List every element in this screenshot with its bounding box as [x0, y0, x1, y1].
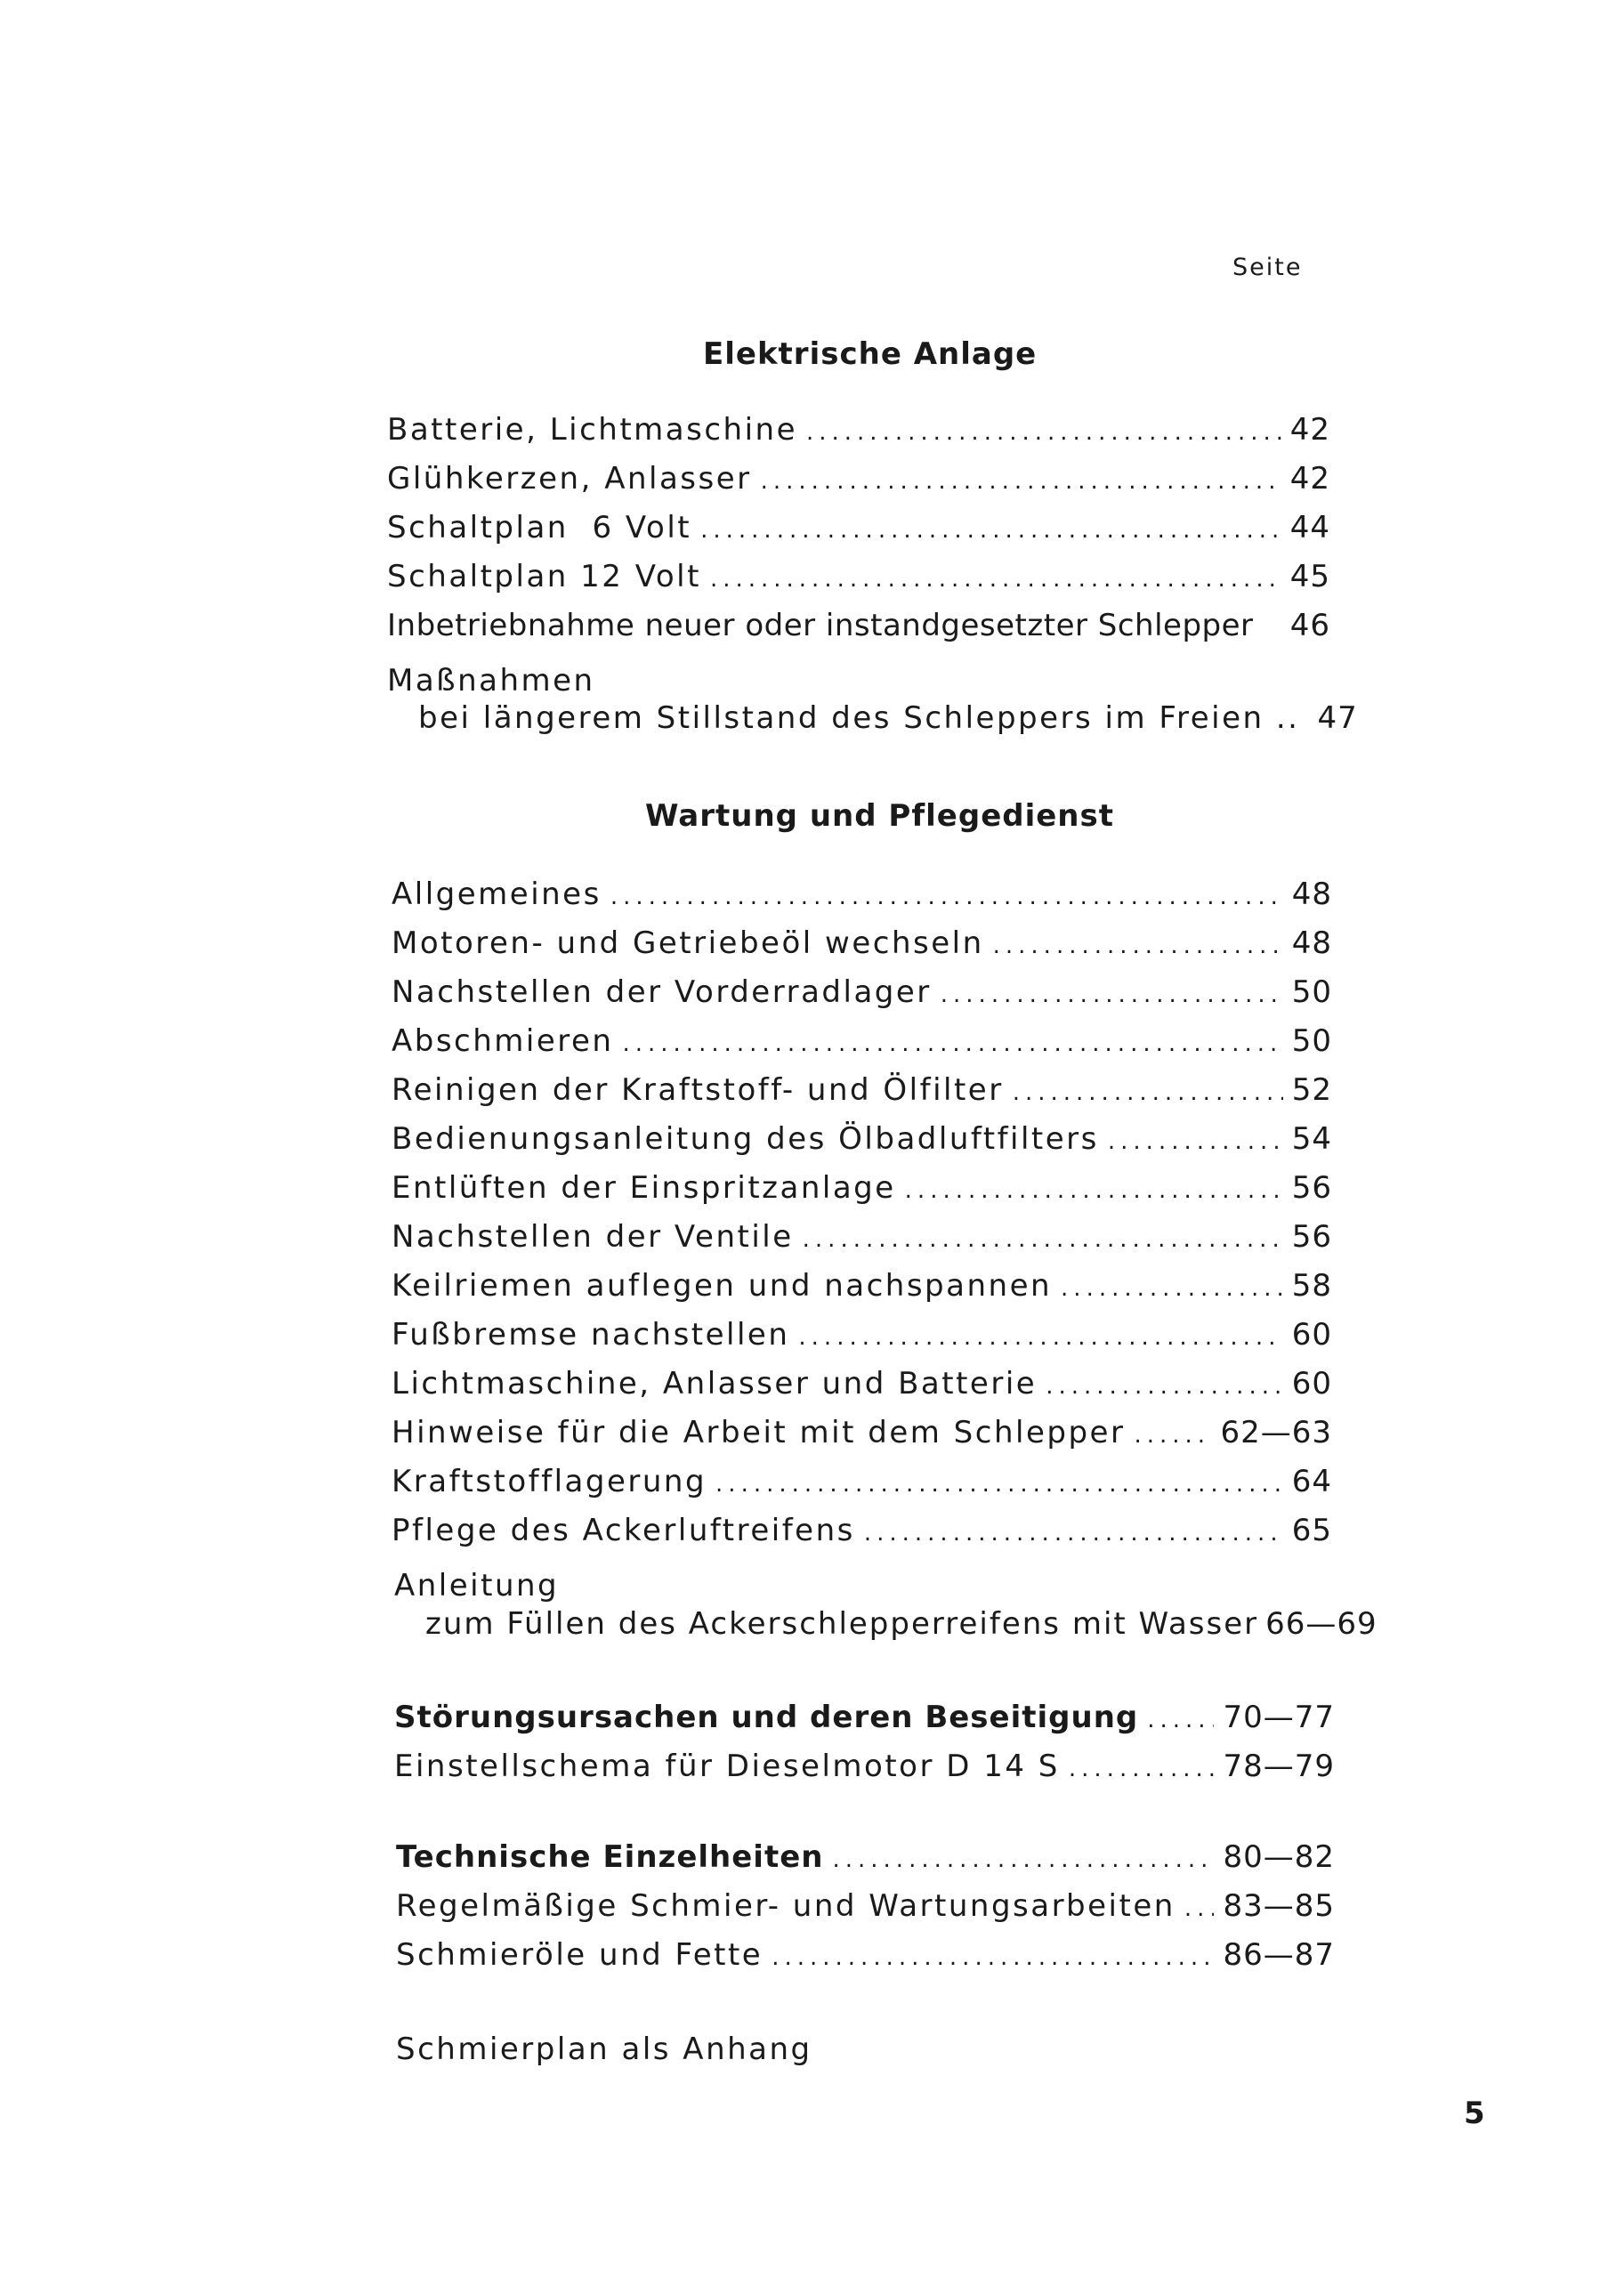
toc-entry-page: 64 [1291, 1464, 1332, 1499]
toc-entry-page: 42 [1289, 461, 1330, 497]
toc-entry-page: 60 [1291, 1366, 1332, 1402]
leader-dots [1069, 1756, 1215, 1782]
toc-entry-label: Technische Einzelheiten [396, 1839, 824, 1875]
toc-entry [392, 1023, 1332, 1059]
toc-entry [392, 1464, 1332, 1499]
toc-entry [392, 925, 1332, 961]
toc-anhang-note: Schmierplan als Anhang [396, 2032, 812, 2067]
leader-dots [1134, 1422, 1211, 1449]
toc-entry-label-line2: zum Füllen des Ackerschlepperreifens mit Wasser [425, 1606, 1259, 1642]
toc-entry-label: Schaltplan 6 Volt [387, 510, 692, 545]
seite-column-label: Seite [1232, 254, 1303, 281]
toc-entry [425, 1606, 1378, 1642]
toc-entry-label: Batterie, Lichtmaschine [387, 412, 797, 448]
leader-dots [806, 419, 1281, 446]
toc-entry-label: Störungsursachen und deren Beseitigung [394, 1700, 1139, 1735]
leader-dots [864, 1520, 1283, 1547]
leader-dots [1184, 1895, 1215, 1922]
toc-entry-label: Keilriemen auflegen und nachspannen [392, 1268, 1053, 1304]
leader-dots [700, 517, 1281, 544]
toc-entry-page: 44 [1289, 510, 1330, 545]
toc-entry-label: Regelmäßige Schmier- und Wartungsarbeiten [396, 1888, 1176, 1924]
toc-entry [392, 1513, 1332, 1548]
toc-entry [392, 876, 1332, 912]
toc-entry-label: Reinigen der Kraftstoff- und Ölfilter [392, 1072, 1004, 1108]
leader-dots [1147, 1707, 1214, 1733]
toc-entry-label: Schaltplan 12 Volt [387, 559, 701, 594]
toc-entry-page: 78—79 [1223, 1749, 1335, 1784]
toc-entry-label: Nachstellen der Ventile [392, 1219, 794, 1255]
toc-entry [394, 1749, 1335, 1784]
leader-dots [610, 884, 1283, 910]
toc-entry [387, 412, 1330, 448]
toc-entry-label: Inbetriebnahme neuer oder instandgesetzter Schlepper [387, 608, 1254, 643]
toc-entry [392, 1366, 1332, 1402]
toc-entry-label: Motoren- und Getriebeöl wechseln [392, 925, 984, 961]
toc-entry [392, 1317, 1332, 1353]
leader-dots [1108, 1128, 1283, 1155]
leader-dots [941, 981, 1283, 1008]
toc-entry [392, 974, 1332, 1010]
toc-entry-page: 70—77 [1223, 1700, 1335, 1735]
leader-dots [710, 566, 1281, 593]
toc-entry-page: 45 [1289, 559, 1330, 594]
toc-entry-label: Lichtmaschine, Anlasser und Batterie [392, 1366, 1038, 1402]
toc-entry-page: 80—82 [1223, 1839, 1335, 1875]
toc-entry-page: 60 [1291, 1317, 1332, 1353]
toc-entry-label: Bedienungsanleitung des Ölbadluftfilters [392, 1121, 1099, 1157]
toc-entry-label: Kraftstofflagerung [392, 1464, 707, 1499]
toc-entry-page: 62—63 [1220, 1415, 1332, 1450]
toc-entry [392, 1415, 1332, 1450]
leader-dots [761, 468, 1281, 495]
toc-entry [394, 1700, 1335, 1735]
toc-entry [392, 1268, 1332, 1304]
heading-elektrische-anlage: Elektrische Anlage [703, 336, 1038, 372]
toc-entry [387, 461, 1330, 497]
toc-entry-label: Einstellschema für Dieselmotor D 14 S [394, 1749, 1060, 1784]
leader-dots [1013, 1079, 1283, 1106]
toc-entry-page: 50 [1291, 1023, 1332, 1059]
toc-entry-page: 46 [1289, 608, 1330, 643]
leader-dots [832, 1846, 1214, 1873]
toc-entry-page: 65 [1291, 1513, 1332, 1548]
toc-entry-page: 42 [1289, 412, 1330, 448]
toc-entry-label: Fußbremse nachstellen [392, 1317, 790, 1353]
toc-entry [396, 1888, 1335, 1924]
toc-entry [396, 1937, 1335, 1973]
toc-entry-page: 66—69 [1265, 1606, 1378, 1642]
toc-entry [392, 1170, 1332, 1206]
toc-entry-label-line2: bei längerem Stillstand des Schleppers im Freien .. [418, 700, 1300, 736]
toc-entry-label: Glühkerzen, Anlasser [387, 461, 752, 497]
toc-entry-label: Entlüften der Einspritzanlage [392, 1170, 896, 1206]
leader-dots [993, 933, 1283, 959]
toc-entry-page: 48 [1291, 876, 1332, 912]
leader-dots [772, 1944, 1214, 1971]
leader-dots [715, 1471, 1283, 1498]
toc-entry-label: Pflege des Ackerluftreifens [392, 1513, 855, 1548]
toc-entry [387, 510, 1330, 545]
toc-entry-label: Hinweise für die Arbeit mit dem Schlepper [392, 1415, 1126, 1450]
toc-entry [392, 1121, 1332, 1157]
toc-entry-page: 48 [1291, 925, 1332, 961]
toc-entry-label: Abschmieren [392, 1023, 614, 1059]
leader-dots [1061, 1275, 1283, 1302]
toc-entry [396, 1839, 1335, 1875]
toc-entry-label: Nachstellen der Vorderradlager [392, 974, 932, 1010]
toc-entry-page: 58 [1291, 1268, 1332, 1304]
toc-entry-page: 56 [1291, 1170, 1332, 1206]
toc-entry-label: Allgemeines [392, 876, 602, 912]
toc-entry [387, 608, 1330, 643]
leader-dots [905, 1177, 1283, 1204]
leader-dots [622, 1030, 1282, 1057]
toc-entry-page: 52 [1291, 1072, 1332, 1108]
toc-entry [392, 1219, 1332, 1255]
toc-entry-page: 50 [1291, 974, 1332, 1010]
leader-dots [803, 1226, 1283, 1253]
toc-entry-label-line1: Maßnahmen [387, 663, 595, 699]
toc-entry-page: 54 [1291, 1121, 1332, 1157]
page-number: 5 [1464, 2096, 1485, 2131]
toc-entry-label-line1: Anleitung [394, 1568, 560, 1603]
leader-dots [798, 1324, 1282, 1351]
toc-entry [392, 1072, 1332, 1108]
toc-entry [418, 700, 1358, 736]
heading-wartung-pflegedienst: Wartung und Pflegedienst [645, 798, 1114, 834]
toc-entry [387, 559, 1330, 594]
toc-entry-page: 56 [1291, 1219, 1332, 1255]
toc-entry-page: 47 [1317, 700, 1358, 736]
toc-entry-page: 86—87 [1223, 1937, 1335, 1973]
toc-entry-label: Schmieröle und Fette [396, 1937, 764, 1973]
toc-entry-page: 83—85 [1223, 1888, 1335, 1924]
leader-dots [1046, 1373, 1283, 1400]
